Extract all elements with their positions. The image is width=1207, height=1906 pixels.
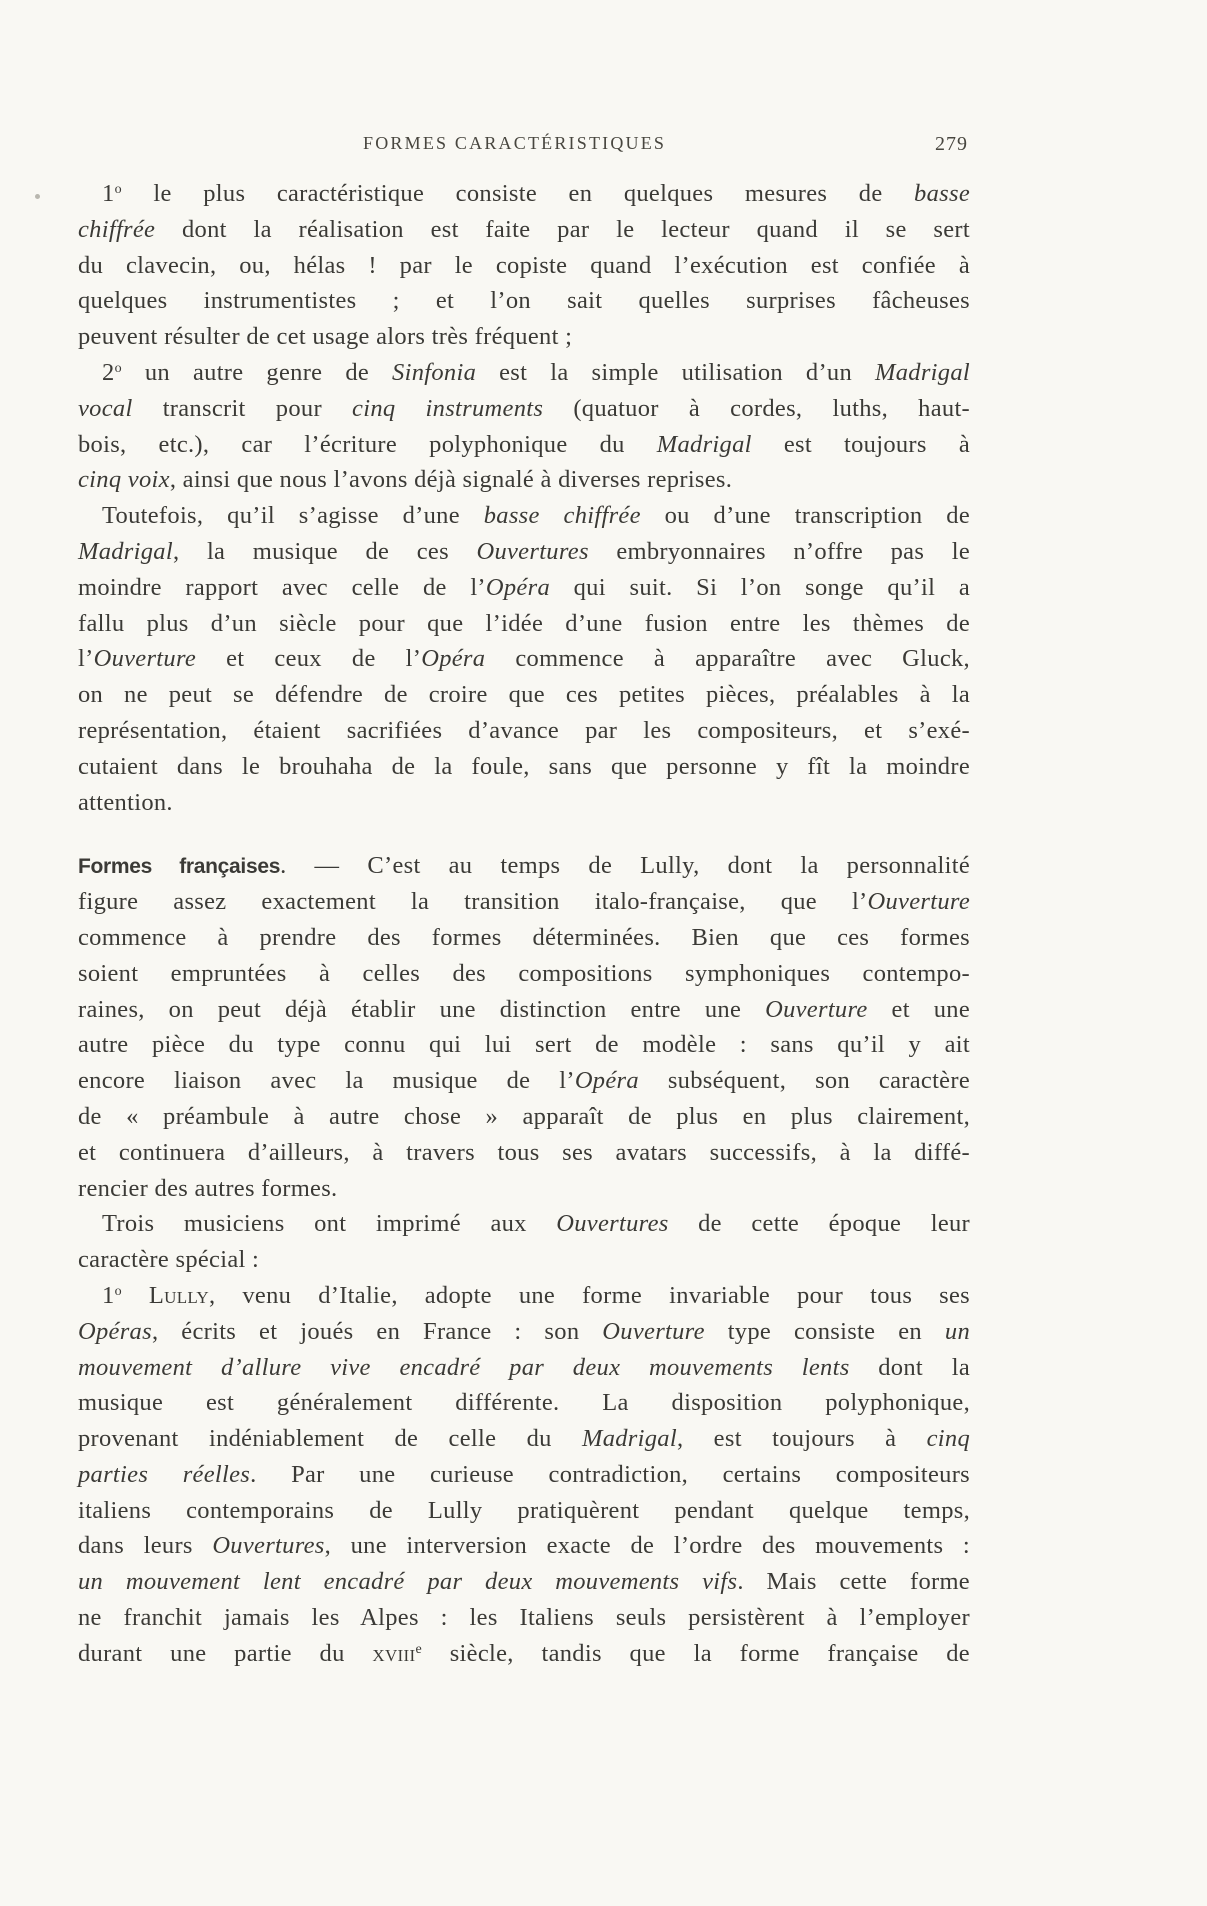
text-run: du clavecin, ou, hélas ! par le copiste quand l’exécution est confiée à (78, 251, 970, 279)
text-run: , la musique de ces (172, 537, 477, 565)
text-line (78, 1528, 970, 1564)
text-line (78, 677, 970, 713)
text-line (78, 749, 970, 785)
text-run (122, 1282, 149, 1309)
text-line (78, 534, 970, 570)
text-line (78, 1564, 970, 1600)
text-run: vocal (78, 394, 133, 422)
text-line (78, 319, 970, 355)
text-run: ne franchit jamais les Alpes : les Italiens seuls persistèrent à l’employer (78, 1604, 970, 1632)
text-run: est la simple utilisation d’un (476, 358, 876, 386)
text-run: moindre rapport avec celle de l’ (78, 573, 486, 601)
text-run: Madrigal (875, 358, 970, 386)
text-run: Ouverture (867, 888, 970, 916)
text-run: bois, etc.), car l’écriture polyphonique du (78, 430, 657, 458)
text-line (78, 570, 970, 606)
text-run: et continuera d’ailleurs, à travers tous ses avatars successifs, à la diffé- (78, 1138, 970, 1166)
text-run: Ouverture (765, 995, 868, 1023)
text-run: rencier des autres formes. (78, 1174, 338, 1202)
text-run: un (944, 1317, 971, 1345)
text-run: (quatuor à cordes, luths, haut- (543, 394, 971, 422)
text-run: cinq voix (78, 466, 170, 494)
text-run: Ouvertures (556, 1210, 669, 1238)
text-run: fallu plus d’un siècle pour que l’idée d’une fusion entre les thèmes de (78, 609, 970, 637)
text-run: Madrigal (656, 430, 752, 458)
text-run: . Mais cette forme (737, 1568, 970, 1596)
text-run: chiffrée (78, 215, 156, 243)
text-run: et ceux de l’ (196, 645, 422, 673)
text-run: transcrit pour (132, 394, 353, 422)
text-run: commence à prendre des formes déterminées. Bien que ces formes (78, 923, 970, 951)
running-head (78, 133, 968, 161)
section-heading: Formes françaises (78, 855, 281, 879)
text-line (78, 427, 970, 463)
text-run: o (114, 182, 122, 197)
text-run: Trois musiciens ont imprimé aux (102, 1210, 557, 1238)
text-run: siècle, tandis que la forme française de (421, 1639, 970, 1667)
paragraph-gap (78, 820, 970, 848)
text-line (78, 1600, 970, 1636)
text-run: de cette époque leur (668, 1210, 970, 1238)
text-run: musique est généralement différente. La disposition polyphonique, (78, 1389, 970, 1417)
text-run: 1 (102, 180, 115, 207)
text-run: dont la (849, 1353, 971, 1381)
text-run: qui suit. Si l’on songe qu’il a (550, 573, 970, 601)
text-run: basse (914, 180, 970, 207)
text-run: o (114, 360, 122, 376)
text-run: caractère spécial : (78, 1246, 260, 1274)
text-run: ou d’une transcription de (640, 502, 970, 530)
text-line (78, 641, 970, 677)
text-run: durant une partie du (78, 1639, 373, 1667)
text-run: le plus caractéristique consiste en quelques mesures de (121, 180, 915, 207)
text-run: mouvement d’allure vive encadré par deux mouvements lents (78, 1353, 850, 1381)
text-run: . — C’est au temps de Lully, dont la personnalité (280, 852, 970, 880)
text-run: Ouvertures (476, 537, 589, 565)
text-run: type consiste en (704, 1317, 945, 1345)
text-line (78, 956, 970, 992)
body-text (78, 176, 970, 1672)
text-run: provenant indéniablement de celle du (78, 1425, 582, 1453)
text-line (78, 176, 970, 212)
text-run: , une interversion exacte de l’ordre des mouvements : (324, 1532, 970, 1560)
text-line (78, 1171, 970, 1207)
text-run: de « préambule à autre chose » apparaît de plus en plus clairement, (78, 1102, 970, 1130)
page-number: 279 (935, 133, 968, 155)
text-run: cinq (926, 1425, 970, 1453)
text-line (78, 355, 970, 391)
text-line (78, 884, 970, 920)
text-line (78, 1350, 970, 1386)
text-run: Madrigal (581, 1425, 677, 1453)
text-run: Toutefois, qu’il s’agisse d’une (102, 502, 484, 530)
text-line (78, 1421, 970, 1457)
text-run: subséquent, son caractère (638, 1067, 970, 1095)
text-run: attention. (78, 788, 173, 816)
text-run: cutaient dans le brouhaha de la foule, sans que personne y fît la moindre (78, 752, 970, 780)
text-run: Opéra (574, 1067, 639, 1095)
text-run: quelques instrumentistes ; et l’on sait quelles surprises fâcheuses (78, 287, 970, 315)
text-run: est toujours à (751, 430, 970, 458)
text-run: l’ (78, 645, 94, 673)
text-run: 2 (102, 358, 115, 386)
text-line (78, 1493, 970, 1529)
text-run: Opéra (485, 573, 550, 601)
text-run: , ainsi que nous l’avons déjà signalé à diverses reprises. (169, 466, 733, 494)
text-run: Opéra (421, 645, 486, 673)
running-title: FORMES CARACTÉRISTIQUES (363, 133, 667, 153)
text-run: commence à apparaître avec Gluck, (485, 645, 970, 673)
text-run: 1 (102, 1281, 115, 1309)
text-run: xviii (372, 1639, 416, 1667)
text-run: dont la réalisation est faite par le lecteur quand il se sert (155, 215, 970, 243)
text-run: o (114, 1283, 122, 1299)
text-run: représentation, étaient sacrifiées d’avance par les compositeurs, et s’exé- (78, 716, 970, 744)
text-run: cinq instruments (352, 394, 544, 422)
text-line (78, 1636, 970, 1672)
text-run: autre pièce du type connu qui lui sert de modèle : sans qu’il y ait (78, 1031, 970, 1059)
text-run: Ouverture (602, 1317, 705, 1345)
text-run: soient empruntées à celles des compositions symphoniques contempo- (78, 959, 970, 987)
text-line (78, 498, 970, 534)
text-line (78, 1206, 970, 1242)
text-line (78, 1063, 970, 1099)
text-line (78, 1135, 970, 1171)
text-line (78, 992, 970, 1028)
text-line (78, 920, 970, 956)
text-run: , est toujours à (676, 1425, 927, 1453)
text-line (78, 248, 970, 284)
text-run: basse chiffrée (483, 502, 641, 530)
text-run: embryonnaires n’offre pas le (588, 537, 970, 565)
text-run: et une (867, 995, 971, 1023)
text-run: peuvent résulter de cet usage alors très fréquent ; (78, 323, 573, 351)
text-run: Ouverture (93, 645, 197, 673)
text-run: Madrigal (78, 537, 173, 565)
text-run: figure assez exactement la transition italo-française, que l’ (78, 888, 868, 916)
text-line (78, 1278, 970, 1314)
text-run: un autre genre de (121, 358, 393, 386)
text-line (78, 1027, 970, 1063)
text-line (78, 785, 970, 821)
text-line (78, 212, 970, 248)
text-line (78, 1242, 970, 1278)
text-run: Lully (148, 1281, 209, 1309)
text-run: raines, on peut déjà établir une distinction entre une (78, 995, 766, 1023)
text-run: encore liaison avec la musique de l’ (78, 1067, 575, 1095)
text-run: , écrits et joués en France : son (151, 1317, 603, 1345)
text-run: un mouvement lent encadré par deux mouvements vifs (78, 1568, 738, 1596)
text-line (78, 713, 970, 749)
text-line (78, 1099, 970, 1135)
text-line (78, 1385, 970, 1421)
text-run: e (415, 1641, 422, 1657)
text-line (78, 391, 970, 427)
text-run: on ne peut se défendre de croire que ces petites pièces, préalables à la (78, 681, 970, 709)
text-run: Sinfonia (392, 358, 477, 386)
text-line (78, 283, 970, 319)
text-line (78, 848, 970, 884)
text-run: parties réelles (78, 1460, 251, 1488)
text-run: , venu d’Italie, adopte une forme invariable pour tous ses (208, 1281, 970, 1309)
text-run: Ouvertures (212, 1532, 325, 1560)
text-line (78, 606, 970, 642)
margin-mark (35, 194, 40, 199)
text-run: italiens contemporains de Lully pratiquèrent pendant quelque temps, (78, 1496, 970, 1524)
text-run: . Par une curieuse contradiction, certains compositeurs (250, 1460, 970, 1488)
text-line (78, 1457, 970, 1493)
text-run: Opéras (78, 1317, 152, 1345)
text-line (78, 1314, 970, 1350)
text-run: dans leurs (78, 1532, 213, 1560)
text-line (78, 462, 970, 498)
